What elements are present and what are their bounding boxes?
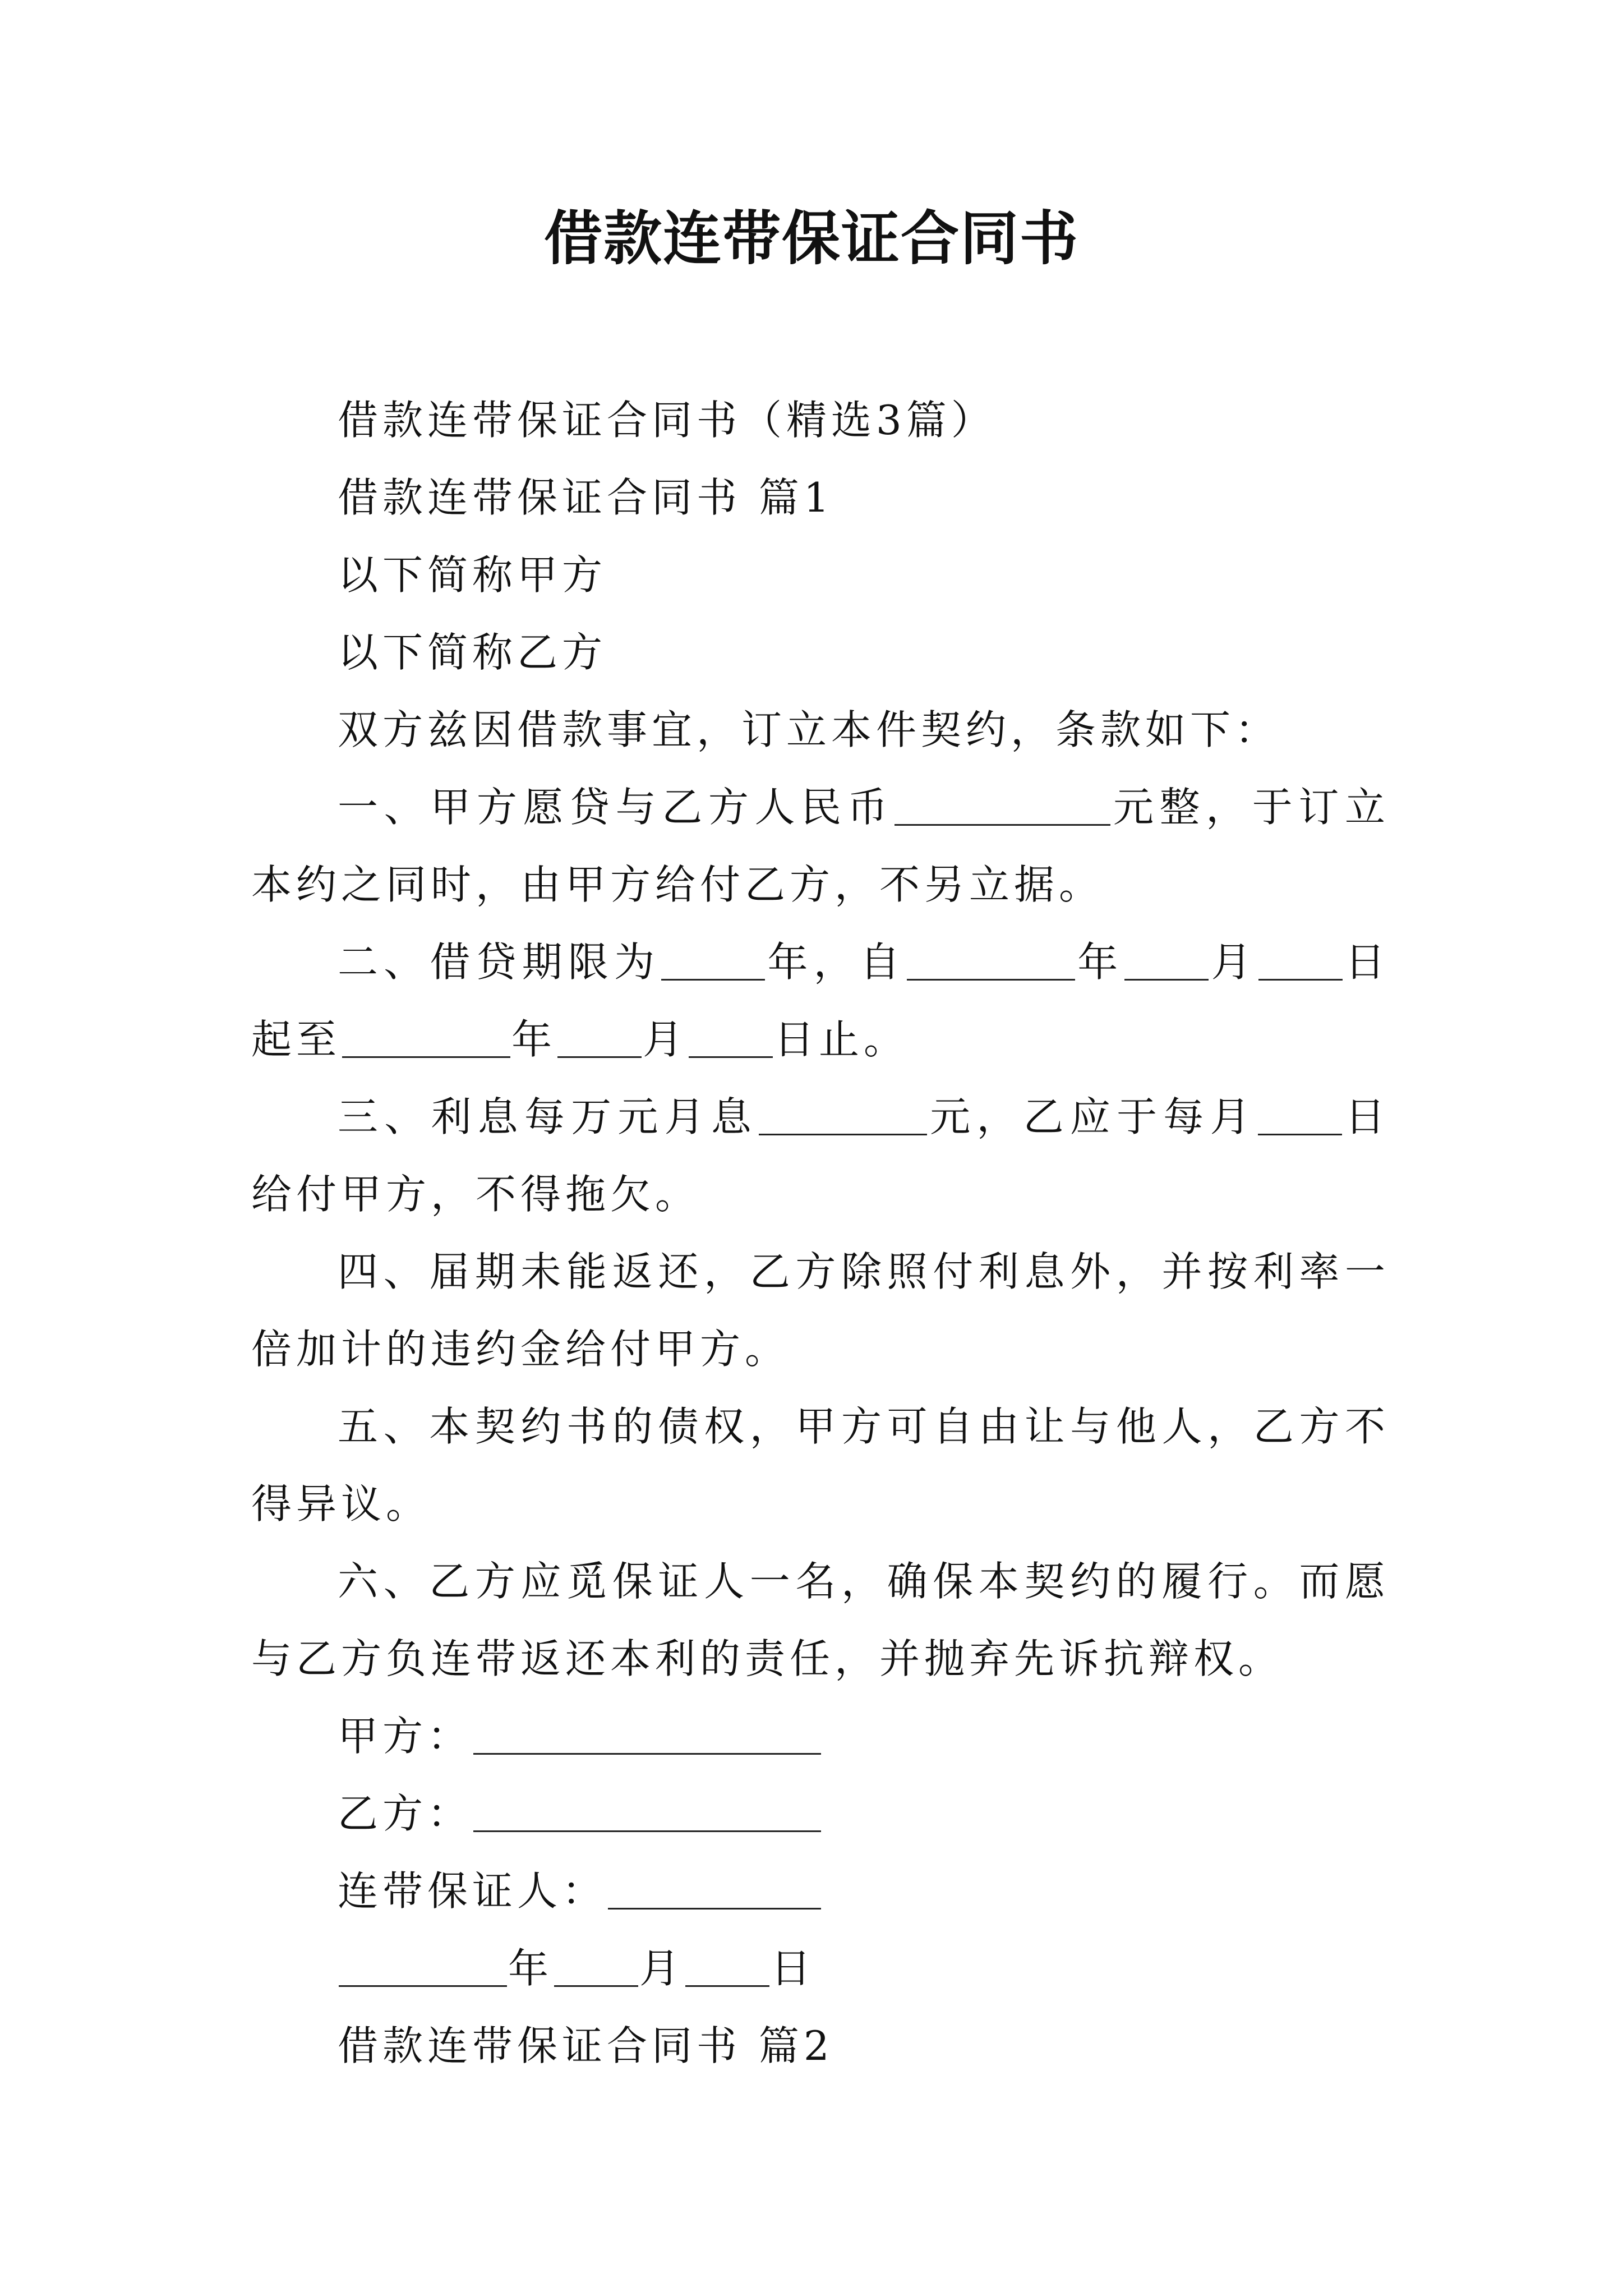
section-heading-1: 借款连带保证合同书 篇1 — [338, 474, 834, 521]
start-month-blank — [1124, 941, 1209, 981]
clause-2-text-c: 年 — [1076, 938, 1124, 986]
signature-party-a-blank — [473, 1715, 821, 1755]
signature-party-a-label: 甲方： — [338, 1713, 473, 1760]
clause-3-text-a: 三、利息每万元月息 — [338, 1093, 758, 1140]
section-heading-2: 借款连带保证合同书 篇2 — [338, 2022, 834, 2069]
clause-5: 五、本契约书的债权，甲方可自由让与他人，乙方不得异议。 — [251, 1403, 1390, 1527]
document-title: 借款连带保证合同书 — [543, 204, 1079, 273]
interest-blank — [759, 1096, 927, 1135]
party-a-definition: 以下简称甲方 — [338, 551, 607, 599]
amount-blank — [895, 786, 1110, 826]
intro-paragraph: 双方兹因借款事宜，订立本件契约，条款如下： — [338, 706, 1280, 753]
clause-3-text-c: 日给付甲方，不得拖欠。 — [251, 1093, 1390, 1218]
date-day-blank — [685, 1947, 769, 1987]
signature-date — [251, 1930, 1390, 2007]
clause-3-text-b: 元，乙应于每月 — [928, 1093, 1257, 1140]
clause-2-text-e: 日起至 — [251, 938, 1390, 1063]
end-month-blank — [557, 1018, 642, 1058]
clause-2-text-a: 二、借贷期限为 — [338, 938, 661, 986]
term-years-blank — [661, 941, 765, 981]
date-month-blank — [554, 1947, 638, 1987]
signature-party-b-label: 乙方： — [338, 1790, 473, 1837]
subtitle: 借款连带保证合同书（精选3篇） — [338, 397, 996, 444]
date-year-label: 年 — [508, 1945, 554, 1992]
party-b-definition: 以下简称乙方 — [338, 629, 607, 676]
date-year-blank — [339, 1947, 507, 1987]
clause-3 — [251, 1078, 1390, 1233]
signature-guarantor-blank — [608, 1870, 821, 1910]
clause-2-text-f: 年 — [511, 1016, 557, 1063]
payment-day-blank — [1258, 1096, 1342, 1135]
clause-1-text-b: 元整，于订立本约之同时，由甲方给付乙方，不另立据。 — [251, 784, 1390, 908]
signature-party-b — [251, 1775, 1390, 1852]
clause-1 — [251, 769, 1390, 923]
end-year-blank — [342, 1018, 510, 1058]
date-day-label: 日 — [771, 1945, 816, 1992]
clause-1-text-a: 一、甲方愿贷与乙方人民币 — [338, 784, 894, 831]
clause-2-text-g: 月 — [643, 1016, 688, 1063]
clause-6: 六、乙方应觅保证人一名，确保本契约的履行。而愿与乙方负连带返还本利的责任，并抛弃先诉抗辩权。 — [251, 1558, 1390, 1682]
signature-party-a — [251, 1697, 1390, 1775]
signature-guarantor — [251, 1852, 1390, 1930]
signature-party-b-blank — [473, 1792, 821, 1832]
end-day-blank — [689, 1018, 773, 1058]
signature-guarantor-label: 连带保证人： — [338, 1867, 607, 1915]
clause-2 — [251, 923, 1390, 1078]
clause-4: 四、届期未能返还，乙方除照付利息外，并按利率一倍加计的违约金给付甲方。 — [251, 1248, 1390, 1373]
clause-2-text-d: 月 — [1210, 938, 1257, 986]
document-body — [251, 381, 1390, 2085]
clause-2-text-b: 年，自 — [766, 938, 906, 986]
start-year-blank — [907, 941, 1075, 981]
date-month-label: 月 — [639, 1945, 685, 1992]
start-day-blank — [1258, 941, 1343, 981]
clause-2-text-h: 日止。 — [774, 1016, 909, 1063]
